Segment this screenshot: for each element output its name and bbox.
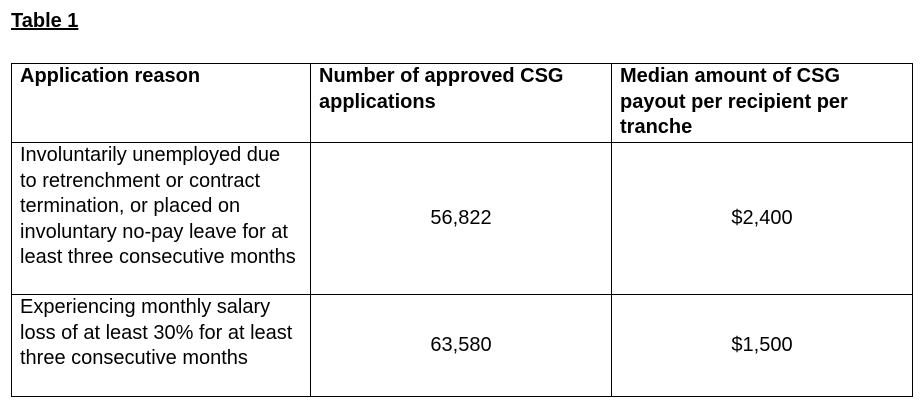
table-caption: Table 1 bbox=[11, 10, 79, 32]
table-row bbox=[12, 295, 913, 397]
approved-count-cell: 56,822 bbox=[311, 143, 612, 295]
table-header bbox=[12, 64, 913, 143]
column-header-approved-applications: Number of approved CSG applications bbox=[311, 64, 612, 143]
reason-cell: Involuntarily unemployed due to retrenchment or contract termination, or placed on involuntary no-pay leave for at least three consecutive months bbox=[12, 143, 311, 295]
data-table bbox=[11, 63, 913, 397]
approved-count-cell: 63,580 bbox=[311, 295, 612, 397]
reason-cell: Experiencing monthly salary loss of at least 30% for at least three consecutive months bbox=[12, 295, 311, 397]
table-row bbox=[12, 143, 913, 295]
median-payout-cell: $1,500 bbox=[612, 295, 913, 397]
median-payout-cell: $2,400 bbox=[612, 143, 913, 295]
header-row bbox=[12, 64, 913, 143]
table-body bbox=[12, 143, 913, 397]
column-header-application-reason: Application reason bbox=[12, 64, 311, 143]
column-header-median-payout: Median amount of CSG payout per recipient per tranche bbox=[612, 64, 913, 143]
